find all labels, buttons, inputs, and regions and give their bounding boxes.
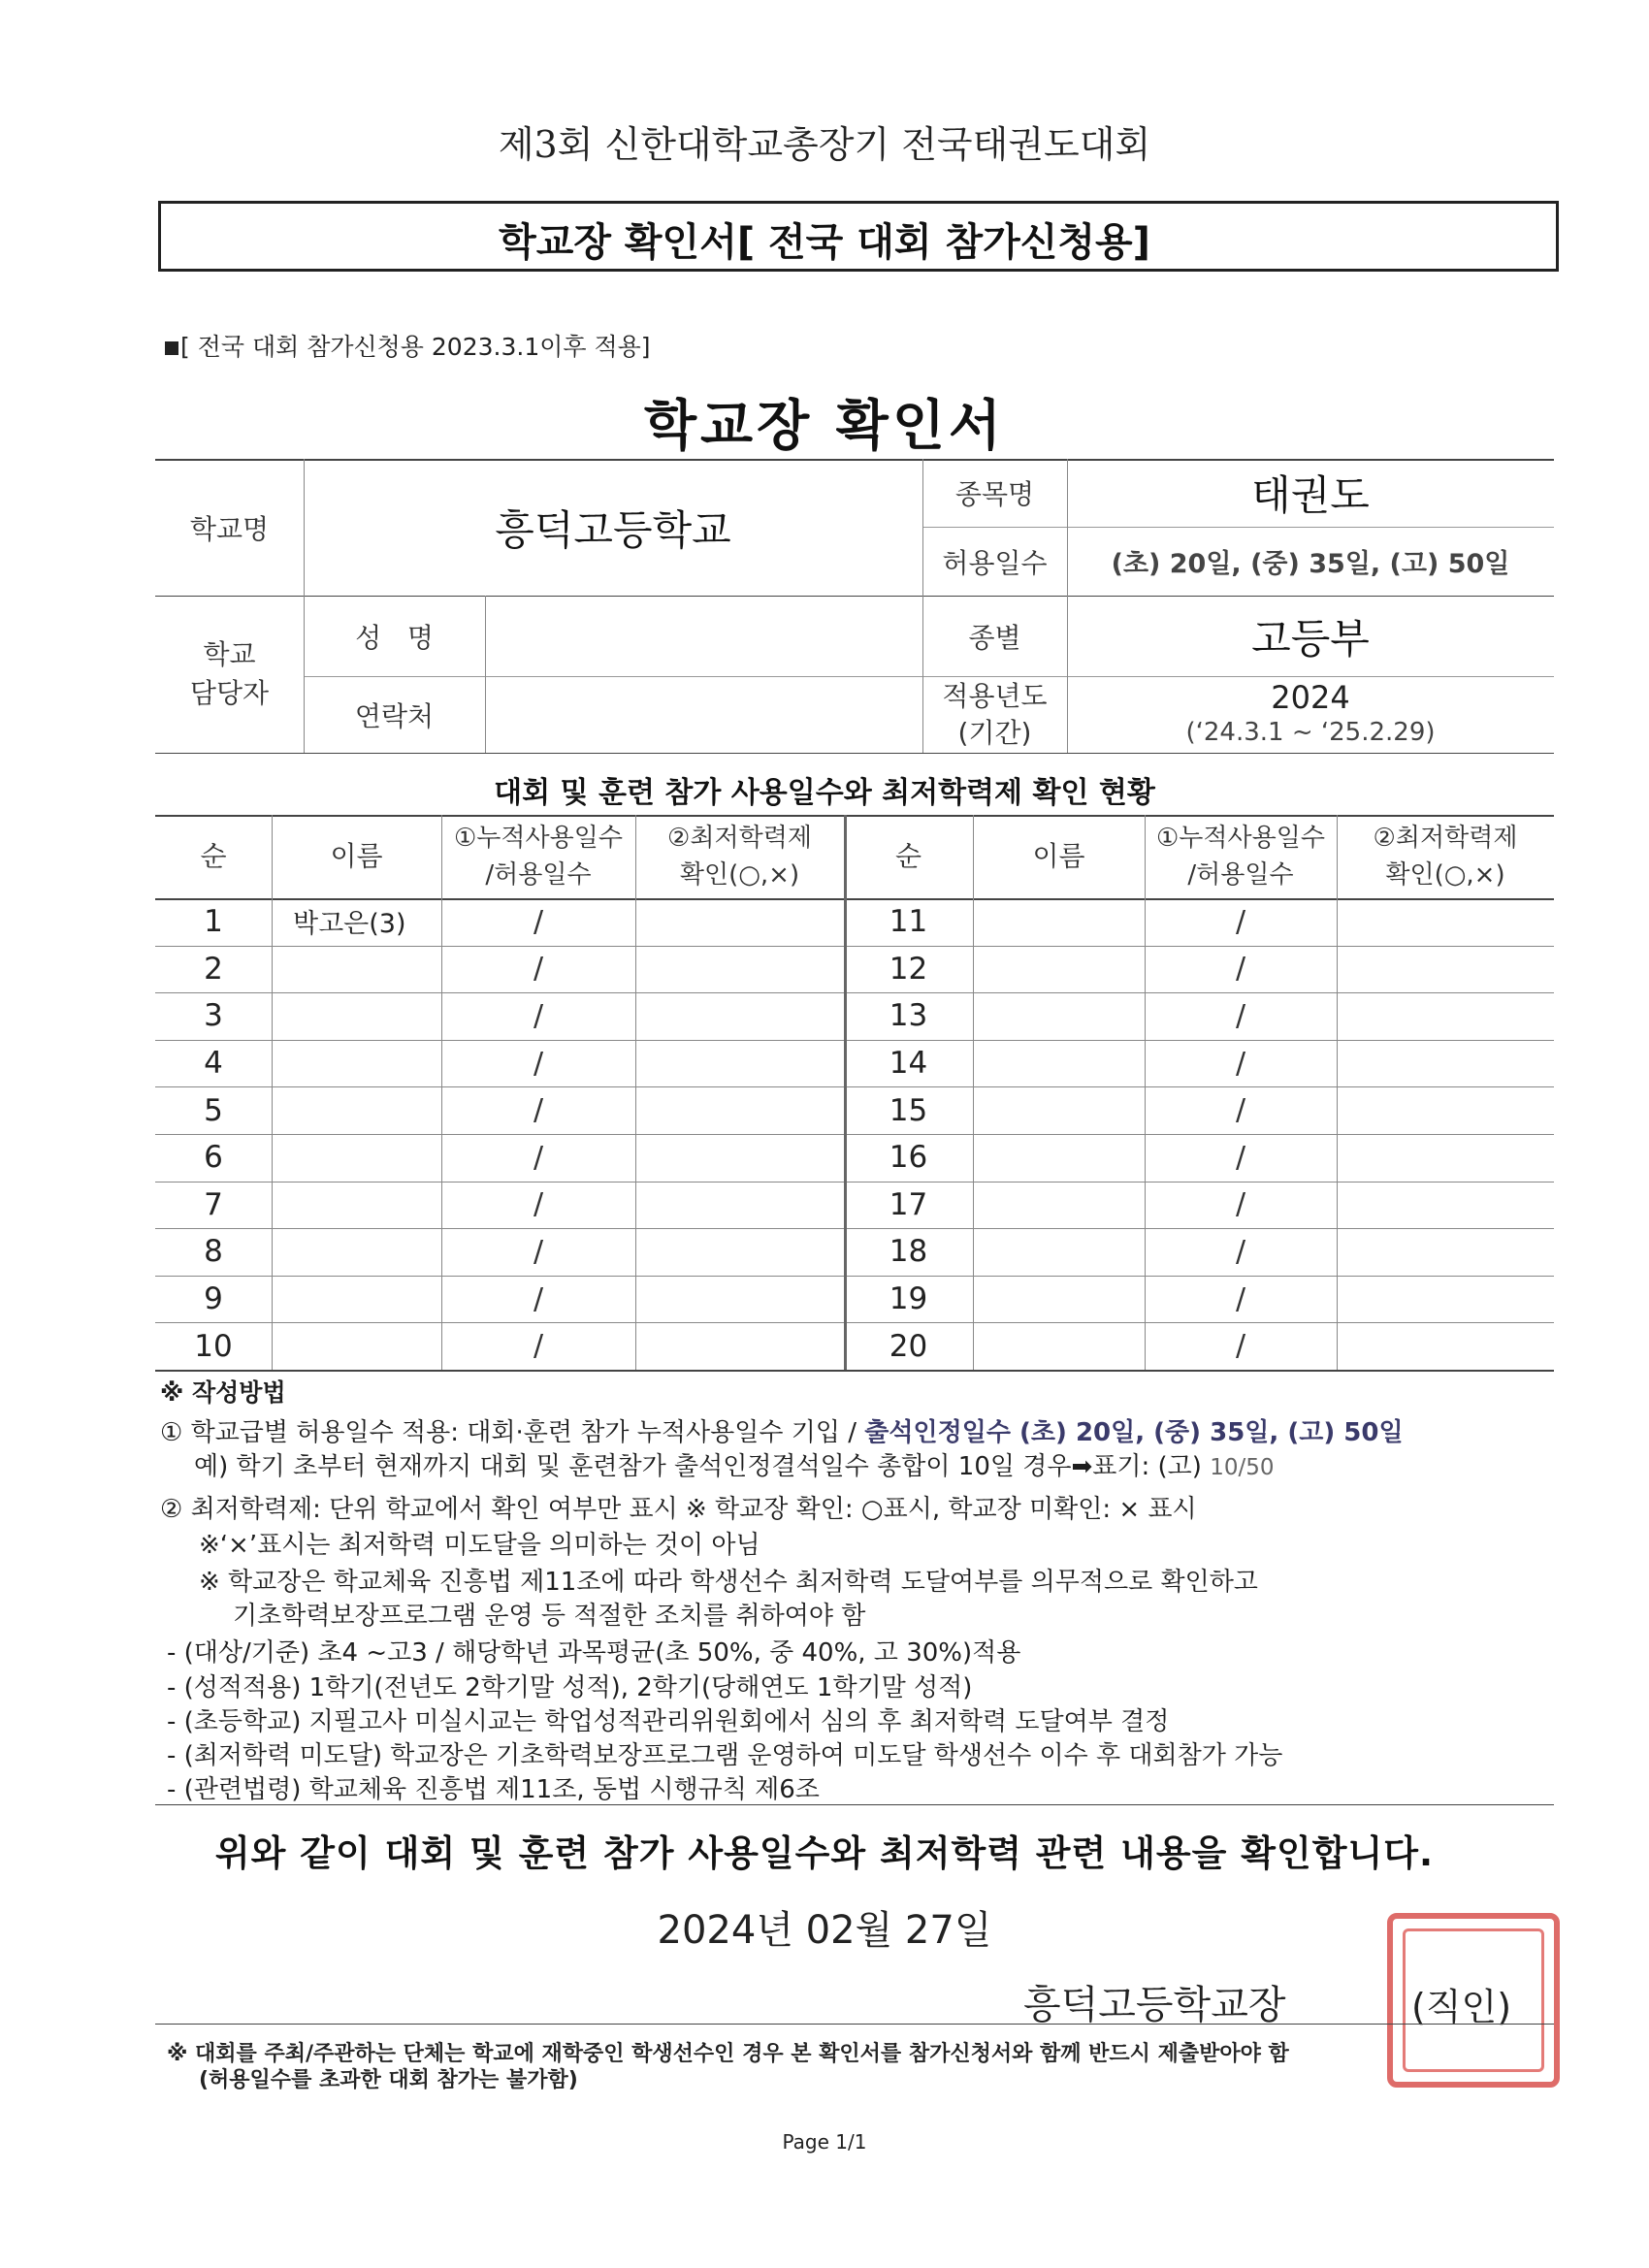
arrow-right-icon: ➡ (1071, 1452, 1093, 1481)
row-days: / (1235, 952, 1246, 987)
method-line-9: - (초등학교) 지필고사 미실시교는 학업성적관리위원회에서 심의 후 최저학력 도달여부 결정 (167, 1707, 1170, 1736)
header-days-line2: /허용일수 (1187, 860, 1294, 890)
row-check (635, 1322, 844, 1370)
manager-label (155, 596, 304, 753)
row-name (973, 1086, 1145, 1134)
row-name (973, 898, 1145, 946)
school-label: 학교명 (189, 512, 270, 545)
year-value-main: 2024 (1271, 678, 1350, 716)
usage-bottom-border (155, 1370, 1554, 1372)
row-name (272, 1086, 441, 1134)
row-check (635, 1276, 844, 1323)
confirm-statement: 위와 같이 대회 및 훈련 참가 사용일수와 최저학력 관련 내용을 확인합니다. (214, 1832, 1435, 1874)
page-number: Page 1/1 (782, 2130, 867, 2154)
row-number: 14 (889, 1046, 928, 1082)
row-number: 6 (204, 1140, 223, 1176)
row-number: 19 (889, 1281, 928, 1317)
row-check (1337, 1322, 1554, 1370)
header-check (1337, 815, 1554, 898)
method-bottom-border (155, 1804, 1554, 1805)
row-check (635, 1040, 844, 1087)
row-days: / (533, 1140, 544, 1175)
row-name (272, 1322, 441, 1370)
method-line-7: - (대상/기준) 초4 ~고3 / 해당학년 과목평균(초 50%, 중 40%, 고 30%)적용 (167, 1638, 1021, 1668)
header-check-line1: ②최저학력제 (667, 824, 812, 853)
row-check (635, 898, 844, 946)
row-check (1337, 1276, 1554, 1323)
allowed-days-value: (초) 20일, (중) 35일, (고) 50일 (1111, 549, 1510, 579)
row-number: 8 (204, 1234, 223, 1270)
row-name (272, 1228, 441, 1276)
row-days: / (533, 998, 544, 1033)
row-days: / (1235, 1187, 1246, 1222)
row-days: / (533, 1281, 544, 1316)
row-number: 2 (204, 951, 223, 987)
row-name (973, 1040, 1145, 1087)
row-days: / (533, 904, 544, 939)
row-name (272, 1182, 441, 1229)
manager-name-label: 성 명 (355, 621, 434, 654)
header-days (441, 815, 635, 898)
method-line-1-b: 출석인정일수 (초) 20일, (중) 35일, (고) 50일 (864, 1418, 1404, 1447)
allowed-days-label: 허용일수 (942, 546, 1048, 579)
event-title: 제3회 신한대학교총장기 전국태권도대회 (498, 123, 1151, 166)
footnote-line-2: (허용일수를 초과한 대회 참가는 불가함) (199, 2068, 578, 2092)
square-bullet-icon (165, 341, 178, 355)
method-line-2-c: 10/50 (1210, 1455, 1275, 1480)
header-check-line2: 확인(○,×) (1385, 860, 1505, 890)
row-days: / (1235, 1093, 1246, 1128)
row-check (635, 992, 844, 1040)
method-line-5: ※ 학교장은 학교체육 진흥법 제11조에 따라 학생선수 최저학력 도달여부를 의무적으로 확인하고 (199, 1568, 1258, 1597)
row-number: 1 (204, 904, 223, 940)
row-name (272, 1040, 441, 1087)
row-days: / (1235, 1234, 1246, 1269)
row-number: 3 (204, 998, 223, 1034)
row-name (973, 1134, 1145, 1182)
method-line-3: ② 최저학력제: 단위 학교에서 확인 여부만 표시 ※ 학교장 확인: ○표시, 학교장 미확인: × 표시 (160, 1495, 1197, 1524)
row-check (1337, 1086, 1554, 1134)
method-line-6: 기초학력보장프로그램 운영 등 적절한 조치를 취하여야 함 (233, 1602, 866, 1631)
row-number: 9 (204, 1281, 223, 1317)
manager-contact-value (485, 676, 922, 753)
header-days-line1: ①누적사용일수 (453, 824, 623, 853)
manager-contact-label: 연락처 (354, 699, 435, 732)
row-check (635, 946, 844, 993)
row-days: / (533, 1329, 544, 1364)
row-days: / (1235, 1329, 1246, 1364)
row-number: 13 (889, 998, 928, 1034)
method-line-1-a: ① 학교급별 허용일수 적용: 대회·훈련 참가 누적사용일수 기입 / (160, 1418, 857, 1447)
row-number: 20 (889, 1328, 928, 1364)
header-no: 순 (894, 840, 922, 872)
division-label: 종별 (968, 621, 1021, 654)
footnote-line-1: ※ 대회를 주최/주관하는 단체는 학교에 재학중인 학생선수인 경우 본 확인서를 참가신청서와 함께 반드시 제출받아야 함 (167, 2042, 1289, 2066)
method-line-2-a: 예) 학기 초부터 현재까지 대회 및 훈련참가 출석인정결석일수 총합이 10일 경우 (194, 1452, 1072, 1481)
header-days-line1: ①누적사용일수 (1155, 824, 1325, 853)
row-number: 17 (889, 1186, 928, 1222)
row-check (1337, 992, 1554, 1040)
row-number: 5 (204, 1092, 223, 1128)
row-check (635, 1228, 844, 1276)
row-number: 12 (889, 951, 928, 987)
method-line-2-b: 표기: (고) (1092, 1452, 1202, 1481)
method-line-10: - (최저학력 미도달) 학교장은 기초학력보장프로그램 운영하여 미도달 학생선수 이수 후 대회참가 가능 (167, 1741, 1283, 1770)
row-days: / (1235, 998, 1246, 1033)
header-check (635, 815, 844, 898)
row-name (973, 1228, 1145, 1276)
method-line-2 (194, 1446, 1275, 1482)
division-value: 고등부 (1251, 614, 1370, 663)
header-check-line2: 확인(○,×) (679, 860, 800, 890)
row-check (1337, 1228, 1554, 1276)
row-check (1337, 898, 1554, 946)
header-name: 이름 (330, 840, 383, 872)
row-number: 15 (889, 1092, 928, 1128)
row-check (635, 1134, 844, 1182)
confirm-date: 2024년 02월 27일 (657, 1908, 992, 1953)
title-box-text: 학교장 확인서[ 전국 대회 참가신청용] (499, 220, 1150, 265)
row-days: / (1235, 1281, 1246, 1316)
row-name (272, 946, 441, 993)
seal-label: (직인) (1411, 1986, 1512, 2028)
school-name: 흥덕고등학교 (495, 505, 731, 554)
row-name (973, 1276, 1145, 1323)
header-days-line2: /허용일수 (485, 860, 592, 890)
manager-name-value (485, 596, 922, 676)
sport-label: 종목명 (954, 478, 1035, 510)
row-name (973, 1182, 1145, 1229)
row-check (635, 1086, 844, 1134)
row-name (272, 992, 441, 1040)
row-check (1337, 1182, 1554, 1229)
row-number: 4 (204, 1046, 223, 1082)
header-check-line1: ②최저학력제 (1373, 824, 1518, 853)
year-value (1067, 676, 1554, 753)
row-days: / (1235, 904, 1246, 939)
method-line-4: ※‘×’표시는 최저학력 미도달을 의미하는 것이 아님 (199, 1531, 760, 1560)
sport-value: 태권도 (1251, 471, 1370, 519)
manager-label-line2: 담당자 (189, 677, 270, 709)
row-days: / (1235, 1046, 1246, 1081)
row-days: / (533, 1093, 544, 1128)
year-label (922, 676, 1067, 753)
year-label-line2: (기간) (957, 716, 1032, 749)
apply-note-text: [ 전국 대회 참가신청용 2023.3.1이후 적용] (180, 333, 651, 361)
row-check (635, 1182, 844, 1229)
method-line-1 (160, 1412, 1404, 1448)
row-days: / (533, 1187, 544, 1222)
principal-name: 흥덕고등학교장 (1023, 1983, 1286, 2027)
year-label-line1: 적용년도 (942, 679, 1048, 712)
row-number: 16 (889, 1140, 928, 1176)
row-days: / (533, 1046, 544, 1081)
row-name (272, 1276, 441, 1323)
info-bottom-border (155, 753, 1554, 754)
header-no: 순 (200, 840, 227, 872)
method-heading: ※ 작성방법 (160, 1378, 286, 1407)
row-number: 7 (204, 1186, 223, 1222)
row-name (973, 1322, 1145, 1370)
footnote-divider (155, 2024, 1554, 2025)
row-days: / (1235, 1140, 1246, 1175)
apply-note (165, 328, 651, 363)
document-title: 학교장 확인서 (643, 395, 1006, 458)
manager-label-line1: 학교 (203, 638, 256, 670)
row-name: 박고은(3) (293, 909, 406, 939)
method-line-8: - (성적적용) 1학기(전년도 2학기말 성적), 2학기(당해연도 1학기말 성적) (167, 1673, 973, 1702)
row-name (973, 992, 1145, 1040)
year-value-period: (‘24.3.1 ~ ‘25.2.29) (1185, 717, 1436, 747)
header-name: 이름 (1032, 840, 1085, 872)
row-name (272, 1134, 441, 1182)
row-check (1337, 1040, 1554, 1087)
row-number: 18 (889, 1234, 928, 1270)
method-line-11: - (관련법령) 학교체육 진흥법 제11조, 동법 시행규칙 제6조 (167, 1775, 820, 1804)
row-number: 11 (889, 904, 928, 940)
row-name (973, 946, 1145, 993)
usage-section-heading: 대회 및 훈련 참가 사용일수와 최저학력제 확인 현황 (494, 776, 1155, 810)
row-days: / (533, 1234, 544, 1269)
row-number: 10 (194, 1328, 233, 1364)
header-days (1145, 815, 1337, 898)
row-days: / (533, 952, 544, 987)
row-check (1337, 946, 1554, 993)
row-check (1337, 1134, 1554, 1182)
